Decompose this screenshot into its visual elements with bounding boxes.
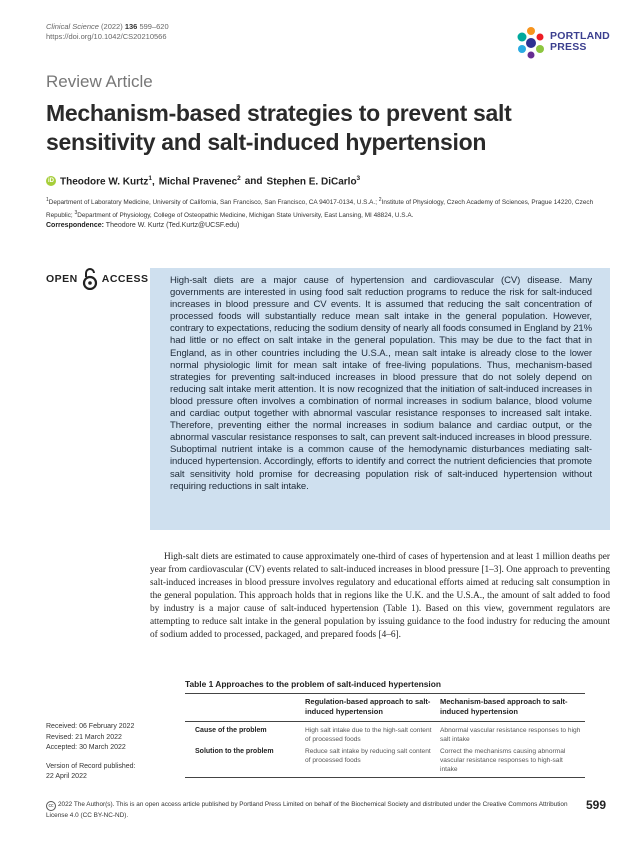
author-name[interactable]: Theodore W. Kurtz$^1$, <box>60 175 155 188</box>
vor-label: Version of Record published: <box>46 762 136 770</box>
table-1 <box>185 693 585 783</box>
intro-paragraph: High-salt diets are estimated to cause approximately one-third of cases of hypertension and at least 1 million deaths per year from cardiovascular (CV) events related to salt-induced increases in blood pressure [1–3]. One approach to preventing salt-induced increases in blood pressure involves regulatory and educational efforts aimed at reducing salt consumption in the general population. This approach holds that in regions like the U.K. and the U.S.A., the amount of salt added to food by industry is a major cause of salt-induced hypertension (Table 1). Based on this view, government regulators are attempting to reduce salt intake in the general population by issuing guidance to the food industry for reducing the amount of sodium added to processed, packaged, and prepared foods [4–6]. <box>150 552 610 640</box>
page-number: 599 <box>586 798 607 812</box>
table-cell: Reduce salt intake by reducing salt content of processed foods <box>305 748 431 764</box>
license-text: 2022 The Author(s). This is an open access article published by Portland Press Limited on behalf of the Biochemical Society and distributed under the Creative Commons Attribution License 4.0 (CC BY-NC-ND). <box>46 801 568 819</box>
table-column-header: Mechanism-based approach to salt-induced hypertension <box>440 697 568 716</box>
open-access-badge: OPEN ACCESS <box>46 268 149 290</box>
article-title: Mechanism-based strategies to prevent salt sensitivity and salt-induced hypertension <box>46 100 512 155</box>
table-top-rule <box>185 693 585 694</box>
body-text <box>150 551 610 642</box>
abstract-text: High-salt diets are a major cause of hypertension and cardiovascular (CV) disease. Many governments are interested in using food salt reduction programs to reduce the risk for salt-induced increases in blood pressure and CV events. It is assumed that reducing the salt concentration of processed foods will substantially reduce mean salt intake in the general population. However, contrary to expectations, reducing the sodium density of nearly all foods consumed in England by 21% had little or no effect on salt intake in the general population. This may be due to the fact that in England, as in other countries including the U.S.A., mean salt intake is already close to the lower normal physiologic limit for mean salt intake of free-living populations. Thus, mechanism-based strategies for preventing salt-induced increases in blood pressure that do not solely depend on reducing salt intake merit attention. It is now recognized that the initiation of salt-induced increases in blood pressure often involves a combination of normal increases in sodium balance, blood volume and cardiac output together with abnormal vascular resistance responses to increased salt intake. Therefore, preventing either the normal increases in sodium balance and cardiac output, or the abnormal vascular resistance responses to salt, can prevent salt-induced increases in blood pressure. Suboptimal nutrient intake is a common cause of the hemodynamic disturbances mediating salt-induced hypertension. Accordingly, efforts to identify and correct the nutrient deficiencies that promote salt sensitivity hold promise for decreasing population risk of salt-induced hypertension without requiring reductions in salt intake. <box>170 275 592 492</box>
journal-volume: 136 <box>124 22 138 31</box>
abstract-box <box>150 268 610 530</box>
journal-pages: 599–620 <box>139 22 169 31</box>
vor-date: 22 April 2022 <box>46 773 87 780</box>
portland-press-logo <box>514 26 614 60</box>
correspondence-label: Correspondence: <box>46 222 104 229</box>
author-list <box>46 175 360 187</box>
publisher-dots-icon <box>514 26 548 60</box>
author-name[interactable]: Michal Pravenec$^2$ <box>158 175 241 188</box>
author-separator: and <box>244 175 263 187</box>
table-header-rule <box>185 721 585 722</box>
orcid-icon[interactable]: iD <box>48 178 54 185</box>
license-footer <box>46 800 576 821</box>
journal-year: (2022) <box>101 22 123 31</box>
journal-citation <box>46 22 169 42</box>
article-type: Review Article <box>46 72 153 91</box>
publication-dates <box>46 722 136 783</box>
table-caption-text: Approaches to the problem of salt-induced hypertension <box>215 679 441 689</box>
table-cell: Abnormal vascular resistance responses to high salt intake <box>440 727 581 743</box>
publisher-name-line1: PORTLAND <box>550 30 610 42</box>
correspondence <box>46 222 239 229</box>
revised-date: Revised: 21 March 2022 <box>46 733 122 741</box>
publisher-name-line2: PRESS <box>550 41 587 53</box>
table-row-header: Cause of the problem <box>195 727 267 734</box>
received-date: Received: 06 February 2022 <box>46 723 135 730</box>
affiliations: $^1$Department of Laboratory Medicine, University of California, San Francisco, San Francisco, CA 94017-0134, U.S.A.; $^2$Institute of Physiology, Czech Academy of Sciences, Prague 14220, Czech Republic; $^3$Department of Physiology, College of Osteopathic Medicine, Michigan State University, East Lansing, MI 48824, U.S.A. <box>46 197 594 220</box>
journal-name: Clinical Science <box>46 22 99 31</box>
table-cell: Correct the mechanisms causing abnormal vascular resistance responses to high-salt intake <box>440 748 566 773</box>
table-column-header: Regulation-based approach to salt-induced hypertension <box>305 697 431 716</box>
open-access-lock-icon <box>82 268 98 290</box>
creative-commons-icon: cc <box>46 801 56 811</box>
table-bottom-rule <box>185 777 585 778</box>
table-row-header: Solution to the problem <box>195 748 274 755</box>
journal-doi-link[interactable]: https://doi.org/10.1042/CS20210566 <box>46 32 167 41</box>
table-caption <box>185 679 441 689</box>
author-name[interactable]: Stephen E. DiCarlo$^3$ <box>266 175 361 188</box>
correspondence-email[interactable]: Theodore W. Kurtz (Ted.Kurtz@UCSF.edu) <box>105 222 240 229</box>
accepted-date: Accepted: 30 March 2022 <box>46 744 126 751</box>
table-cell: High salt intake due to the high-salt content of processed foods <box>305 727 432 743</box>
table-label: Table 1 <box>185 679 214 689</box>
